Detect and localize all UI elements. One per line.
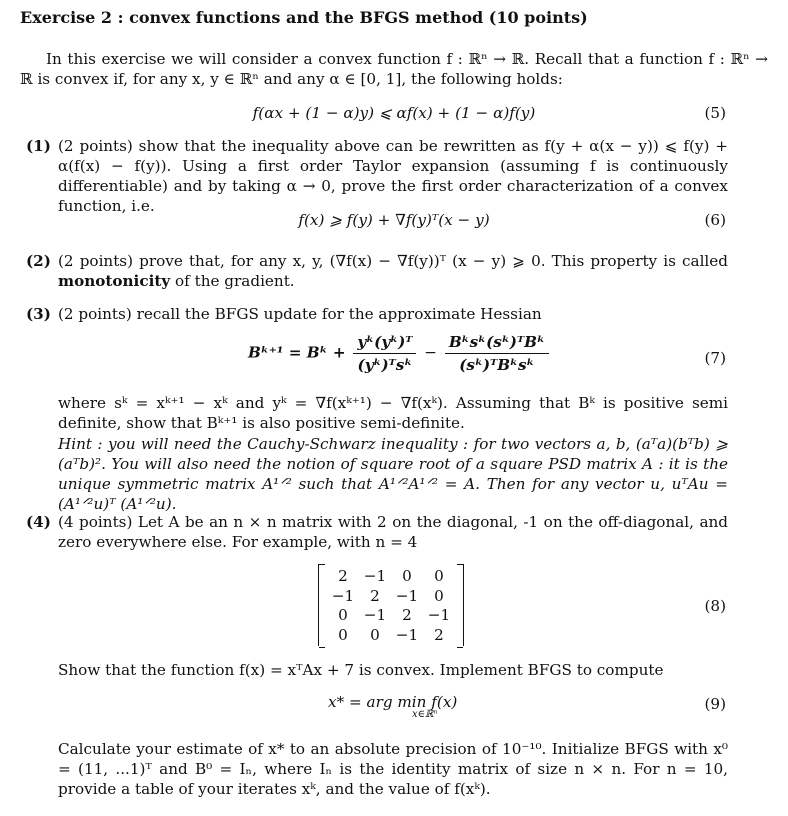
equation-7-number: (7)	[704, 349, 726, 367]
intro-paragraph: In this exercise we will consider a convex function f : ℝⁿ → ℝ. Recall that a function f : ℝⁿ → ℝ is convex if, for any x, y ∈ ℝⁿ and any α ∈ [0, 1], the following holds:	[20, 50, 768, 88]
equation-7-minus: −	[424, 343, 437, 362]
matrix-cell: 2	[402, 606, 412, 624]
matrix-cell: −1	[427, 606, 451, 624]
equation-5-number: (5)	[704, 104, 726, 122]
hint-paragraph: Hint : you will need the Cauchy-Schwarz inequality : for two vectors a, b, (aᵀa)(bᵀb) ⩾ (aᵀb)². You will also need the notion of square root of a square PSD matrix A : it is the unique symmetric matrix A¹ᐟ² such that A¹ᐟ²A¹ᐟ² = A. Then for any vector u, uᵀAu = (A¹ᐟ²u)ᵀ (A¹ᐟ²u).	[58, 435, 728, 513]
matrix-cell: 0	[434, 586, 444, 605]
equation-9-body: x* = arg min f(x)	[328, 693, 458, 711]
equation-9-subscript: x∈ℝⁿ	[412, 709, 438, 720]
item-2-body: (2 points) prove that, for any x, y, (∇f(x) − ∇f(y))ᵀ (x − y) ⩾ 0. This property is called	[58, 252, 728, 270]
fraction-2-numerator: Bᵏsᵏ(sᵏ)ᵀBᵏ	[445, 332, 549, 354]
equation-7-fraction-2	[445, 332, 549, 375]
matrix-cell: 0	[402, 567, 412, 585]
equation-6: f(x) ⩾ f(y) + ∇f(y)ᵀ(x − y)	[298, 211, 490, 229]
equation-9-number: (9)	[704, 695, 726, 713]
matrix-cell: −1	[331, 586, 355, 605]
matrix-cell: −1	[395, 586, 419, 605]
item-3-text: (2 points) recall the BFGS update for the approximate Hessian	[58, 305, 542, 323]
matrix-grid	[327, 566, 455, 644]
equation-6-number: (6)	[704, 211, 726, 229]
item-4-text: (4 points) Let A be an n × n matrix with 2 on the diagonal, -1 on the off-diagonal, and zero everywhere else. For example, with n = 4	[58, 513, 728, 551]
monotonicity-term: monotonicity	[58, 272, 171, 290]
equation-5: f(αx + (1 − α)y) ⩽ αf(x) + (1 − α)f(y)	[252, 104, 536, 122]
matrix-cell: −1	[395, 625, 419, 644]
equation-7-fraction-1	[353, 332, 416, 375]
item-2-label: (2)	[26, 252, 51, 270]
item-3-label: (3)	[26, 305, 51, 323]
matrix-cell: 2	[434, 625, 444, 644]
equation-8-number: (8)	[704, 597, 726, 615]
item-2-ending: of the gradient.	[175, 272, 295, 290]
matrix-cell: 2	[338, 567, 348, 585]
matrix-cell: 0	[434, 567, 444, 585]
matrix-cell: 0	[338, 625, 348, 644]
matrix-cell: 2	[370, 586, 380, 605]
item-1-text: (2 points) show that the inequality above can be rewritten as f(y + α(x − y)) ⩽ f(y) + α(f(x) − f(y)). Using a first order Taylor expansion (assuming f is continuously differentiable) and by taking α → 0, prove the first order characterization of a convex function, i.e.	[58, 137, 728, 215]
equation-7	[248, 332, 552, 375]
fraction-1-numerator: yᵏ(yᵏ)ᵀ	[353, 332, 416, 354]
matrix-cell: 0	[338, 606, 348, 624]
item-3-where: where sᵏ = xᵏ⁺¹ − xᵏ and yᵏ = ∇f(xᵏ⁺¹) − ∇f(xᵏ). Assuming that Bᵏ is positive semi definite, show that Bᵏ⁺¹ is also positive semi-definite.	[58, 394, 728, 432]
matrix-cell: −1	[363, 567, 387, 585]
matrix-cell: 0	[370, 625, 380, 644]
matrix-cell: −1	[363, 606, 387, 624]
example-matrix	[318, 564, 464, 646]
item-1-label: (1)	[26, 137, 51, 155]
item-4-final: Calculate your estimate of x* to an absolute precision of 10⁻¹⁰. Initialize BFGS with x⁰ = (11, ...1)ᵀ and B⁰ = Iₙ, where Iₙ is the identity matrix of size n × n. For n = 10, provide a table of your iterates xᵏ, and the value of f(xᵏ).	[58, 740, 728, 798]
item-2-text	[58, 251, 728, 291]
equation-9	[328, 692, 457, 721]
exercise-title: Exercise 2 : convex functions and the BFGS method (10 points)	[20, 8, 588, 27]
fraction-2-denominator: (sᵏ)ᵀBᵏsᵏ	[459, 356, 535, 374]
equation-7-left: Bᵏ⁺¹ = Bᵏ +	[248, 343, 346, 362]
item-4-show: Show that the function f(x) = xᵀAx + 7 is convex. Implement BFGS to compute	[58, 661, 664, 679]
fraction-1-denominator: (yᵏ)ᵀsᵏ	[357, 356, 413, 374]
item-4-label: (4)	[26, 513, 51, 531]
